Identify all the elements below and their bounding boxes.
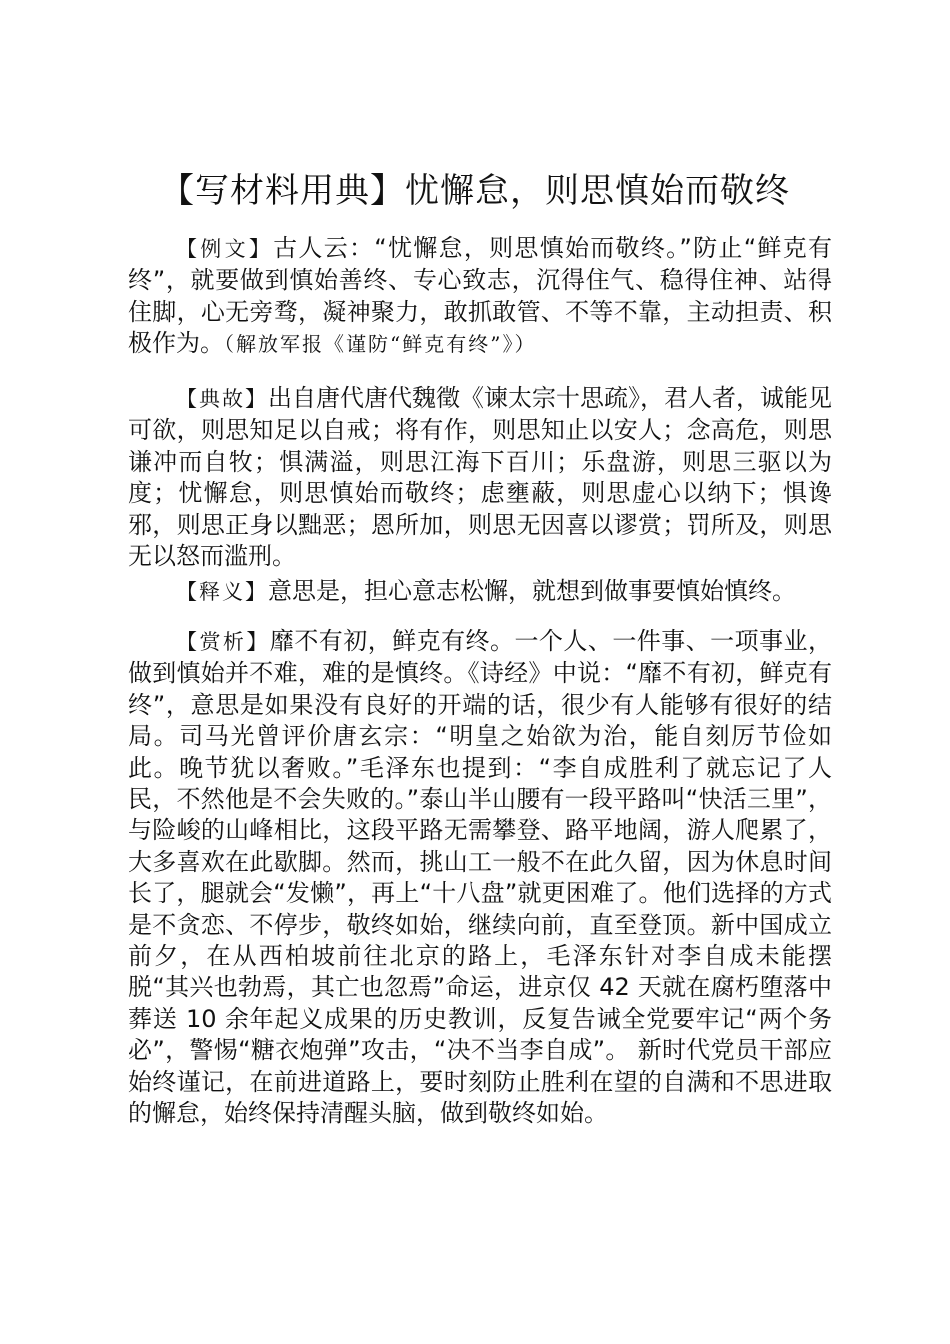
example-text: 古人云：“忧懈怠，则思慎始而敬终。”防止“鲜克有终”，就要做到慎始善终、专心致志，沉得住气、稳得住神、站得住脚，心无旁骛，凝神聚力，敢抓敢管、不等不靠，主动担责、积极作为。 [128, 234, 832, 358]
document-title: 【写材料用典】忧懈怠，则思慎始而敬终 [160, 171, 790, 211]
analysis-text: 靡不有初，鲜克有终。一个人、一件事、一项事业，做到慎始并不难，难的是慎终。《诗经》中说：“靡不有初，鲜克有终”，意思是如果没有良好的开端的话，很少有人能够有很好的结局。司马光曾评价唐玄宗：“明皇之始欲为治，能自刻厉节俭如此。晚节犹以奢败。”毛泽东也提到：“李自成胜利了就忘记了人民，不然他是不会失败的。”泰山半山腰有一段平路叫“快活三里”，与险峻的山峰相比，这段平路无需攀登、路平地阔，游人爬累了，大多喜欢在此歇脚。然而，挑山工一般不在此久留，因为休息时间长了，腿就会“发懒”，再上“十八盘”就更困难了。他们选择的方式是不贪恋、不停步，敬终如始，继续向前，直至登顶。新中国成立前夕，在从西柏坡前往北京的路上，毛泽东针对李自成未能摆脱“其兴也勃焉，其亡也忽焉”命运，进京仅 42 天就在腐朽堕落中葬送 10 余年起义成果的历史教训，反复告诫全党要牢记“两个务必”，警惕“糖衣炮弹”攻击，“决不当李自成”。 新时代党员干部应始终谨记，在前进道路上，要时刻防止胜利在望的自满和不思进取的懈怠，始终保持清醒头脑，做到敬终如始。 [128, 627, 833, 1128]
allusion-paragraph [128, 383, 832, 572]
analysis-tag: 【赏析】 [176, 630, 270, 654]
allusion-text: 出自唐代唐代魏徵《谏太宗十思疏》，君人者，诚能见可欲，则思知足以自戒；将有作，则思知止以安人；念高危，则思谦冲而自牧；惧满溢，则思江海下百川；乐盘游，则思三驱以为度；忧懈怠，则思慎始而敬终；虑壅蔽，则思虚心以纳下；惧谗邪，则思正身以黜恶；恩所加，则思无因喜以谬赏；罚所及，则思无以怒而滥刑。 [128, 384, 832, 571]
example-source: （解放军报《谨防“鲜克有终”》） [224, 332, 537, 357]
analysis-paragraph [128, 626, 832, 1130]
meaning-tag: 【释义】 [176, 580, 268, 604]
allusion-tag: 【典故】 [176, 387, 268, 411]
meaning-text: 意思是，担心意志松懈，就想到做事要慎始慎终。 [268, 577, 796, 605]
example-paragraph [128, 233, 832, 361]
example-tag: 【例文】 [176, 237, 274, 261]
meaning-paragraph [128, 576, 832, 608]
